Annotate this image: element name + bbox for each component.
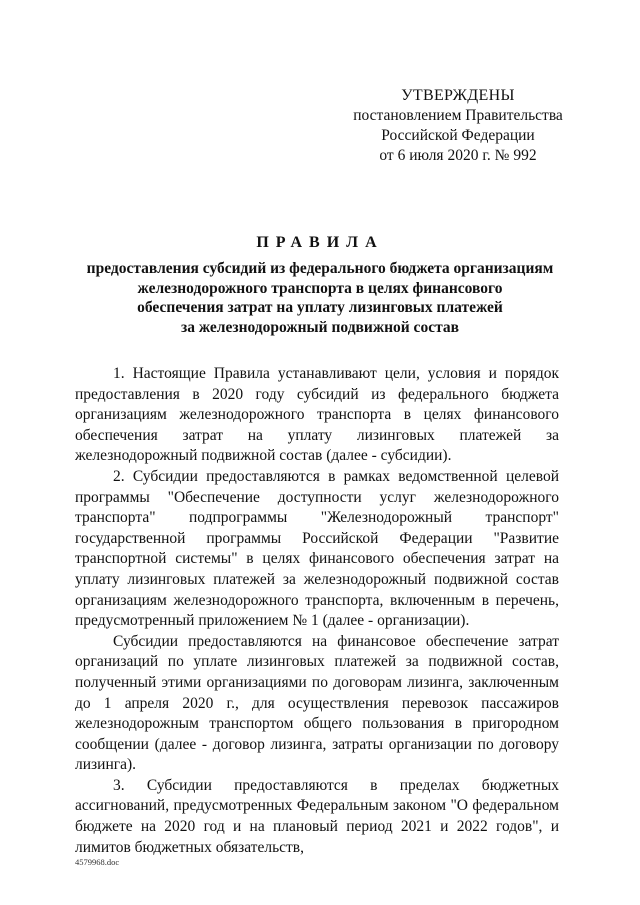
paragraph-2: 2. Субсидии предоставляются в рамках ведомственной целевой программы "Обеспечение доступности услуг железнодорожного транспорта" подпрограммы "Железнодорожный транспорт" государственной программы Российской Федерации "Развитие транспортной системы" в целях финансового обеспечения затрат на уплату лизинговых платежей за железнодорожный подвижной состав организациям железнодорожного транспорта, включенным в перечень, предусмотренный приложением № 1 (далее - организации). (75, 467, 559, 630)
subtitle-line-4: за железнодорожный подвижной состав (181, 318, 459, 336)
subtitle-line-2: железнодорожного транспорта в целях финансового (137, 279, 503, 297)
subtitle-line-1: предоставления субсидий из федерального бюджета организациям (86, 260, 554, 277)
document-body (75, 364, 559, 858)
approval-line-1: постановлением Правительства (353, 107, 563, 124)
approval-heading: УТВЕРЖДЕНЫ (401, 87, 515, 104)
paragraph-1: 1. Настоящие Правила устанавливают цели, условия и порядок предоставления в 2020 году субсидий из федерального бюджета организациям железнодорожного транспорта в целях финансового обеспечения затрат на уплату лизинговых платежей за железнодорожный подвижной состав (далее - субсидии). (75, 365, 559, 465)
approval-stamp (320, 86, 596, 166)
document-title: ПРАВИЛА (256, 234, 384, 251)
document-subtitle (60, 259, 580, 337)
paragraph-3: Субсидии предоставляются на финансовое обеспечение затрат организаций по уплате лизинговых платежей за подвижной состав, полученный этими организациями по договорам лизинга, заключенным до 1 апреля 2020 г., для осуществления перевозок пассажиров железнодорожным транспортом общего пользования в пригородном сообщении (далее - договор лизинга, затраты организации по договору лизинга). (75, 632, 559, 774)
paragraph-4: 3. Субсидии предоставляются в пределах бюджетных ассигнований, предусмотренных Федеральным законом "О федеральном бюджете на 2020 год и на плановый период 2021 и 2022 годов", и лимитов бюджетных обязательств, (75, 776, 559, 856)
approval-line-2: Российской Федерации (381, 127, 535, 144)
subtitle-line-3: обеспечения затрат на уплату лизинговых платежей (137, 299, 503, 316)
approval-line-3: от 6 июля 2020 г. № 992 (379, 147, 537, 164)
file-reference: 4579968.doc (75, 857, 120, 867)
